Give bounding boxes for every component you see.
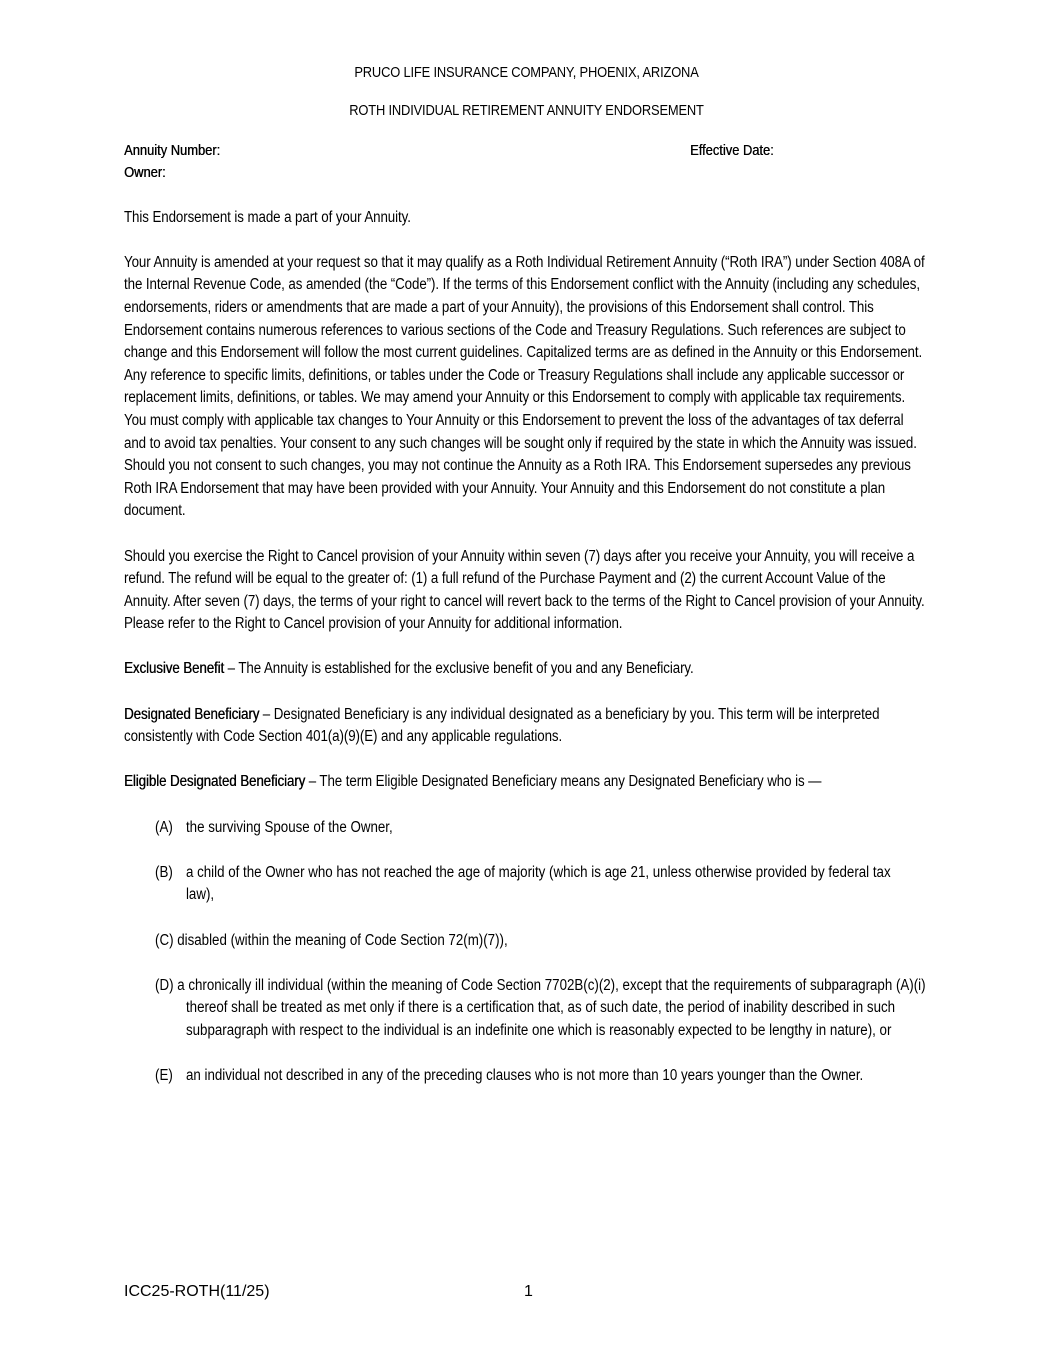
- amendment-paragraph: Your Annuity is amended at your request so that it may qualify as a Roth Individual Retirement Annuity (“Roth IRA”) under Section 408A of the Internal Revenue Code, as amended (the “Code”). If the terms of this Endorsement conflict with the Annuity (including any schedules, endorsements, riders or amendments that are made a part of your Annuity), the provisions of this Endorsement shall control. This Endorsement contains numerous references to various sections of the Code and Treasury Regulations. Such references are subject to change and this Endorsement will follow the most current guidelines. Capitalized terms are as defined in the Annuity or this Endorsement. Any reference to specific limits, definitions, or tables under the Code or Treasury Regulations shall include any applicable successor or replacement limits, definitions, or tables. We may amend your Annuity or this Endorsement to comply with applicable tax requirements. You must comply with applicable tax changes to Your Annuity or this Endorsement to prevent the loss of the advantages of tax deferral and to avoid tax penalties. Your consent to any such changes will be sought only if required by the state in which the Annuity was issued. Should you not consent to such changes, you may not continue the Annuity as a Roth IRA. This Endorsement supersedes any previous Roth IRA Endorsement that may have been provided with your Annuity. Your Annuity and this Endorsement do not constitute a plan document.: [124, 253, 925, 520]
- exclusive-benefit-text: – The Annuity is established for the exclusive benefit of you and any Beneficiary.: [224, 660, 694, 678]
- document-page: [124, 62, 929, 1088]
- list-item-a: (A) the surviving Spouse of the Owner,: [155, 818, 393, 836]
- list-item-d: (D) a chronically ill individual (within the meaning of Code Section 7702B(c)(2), except that the requirements of subparagraph (A)(i) thereof shall be treated as met only if there is a certification that, as of such date, the period of inability described in such subparagraph with respect to the individual is an indefinite one which is reasonably expected to be lengthy in nature), or: [155, 976, 926, 1039]
- intro-paragraph: This Endorsement is made a part of your Annuity.: [124, 208, 411, 226]
- exclusive-benefit-paragraph: [124, 658, 929, 681]
- eligible-designated-beneficiary-term: Eligible Designated Beneficiary: [124, 773, 306, 791]
- form-code: ICC25-ROTH(11/25): [124, 1283, 270, 1300]
- list-item-c: (C) disabled (within the meaning of Code Section 72(m)(7)),: [155, 931, 508, 949]
- designated-beneficiary-term: Designated Beneficiary: [124, 705, 260, 723]
- eligible-designated-beneficiary-paragraph: [124, 771, 929, 794]
- eligible-designated-beneficiary-text: – The term Eligible Designated Beneficiary means any Designated Beneficiary who is —: [305, 773, 822, 791]
- designated-beneficiary-paragraph: [124, 704, 929, 749]
- annuity-number-label: Annuity Number:: [124, 142, 221, 159]
- annuity-fields: [124, 140, 929, 184]
- endorsement-title: ROTH INDIVIDUAL RETIREMENT ANNUITY ENDORSEMENT: [349, 102, 704, 119]
- page-number: 1: [524, 1283, 533, 1300]
- list-item-b: (B) a child of the Owner who has not reached the age of majority (which is age 21, unless otherwise provided by federal tax law),: [155, 863, 891, 904]
- owner-label: Owner:: [124, 164, 166, 181]
- company-heading: PRUCO LIFE INSURANCE COMPANY, PHOENIX, ARIZONA: [354, 64, 699, 81]
- right-to-cancel-paragraph: Should you exercise the Right to Cancel provision of your Annuity within seven (7) days after you receive your Annuity, you will receive a refund. The refund will be equal to the greater of: (1) a full refund of the Purchase Payment and (2) the current Account Value of the Annuity. After seven (7) days, the terms of your right to cancel will revert back to the terms of the Right to Cancel provision of your Annuity. Please refer to the Right to Cancel provision of your Annuity for additional information.: [124, 547, 925, 633]
- exclusive-benefit-term: Exclusive Benefit: [124, 660, 225, 678]
- list-item-e: (E) an individual not described in any of the preceding clauses who is not more than 10 years younger than the Owner.: [155, 1067, 864, 1085]
- designated-beneficiary-text: – Designated Beneficiary is any individual designated as a beneficiary by you. This term will be interpreted consistently with Code Section 401(a)(9)(E) and any applicable regulations.: [124, 705, 880, 746]
- effective-date-label: Effective Date:: [690, 142, 774, 159]
